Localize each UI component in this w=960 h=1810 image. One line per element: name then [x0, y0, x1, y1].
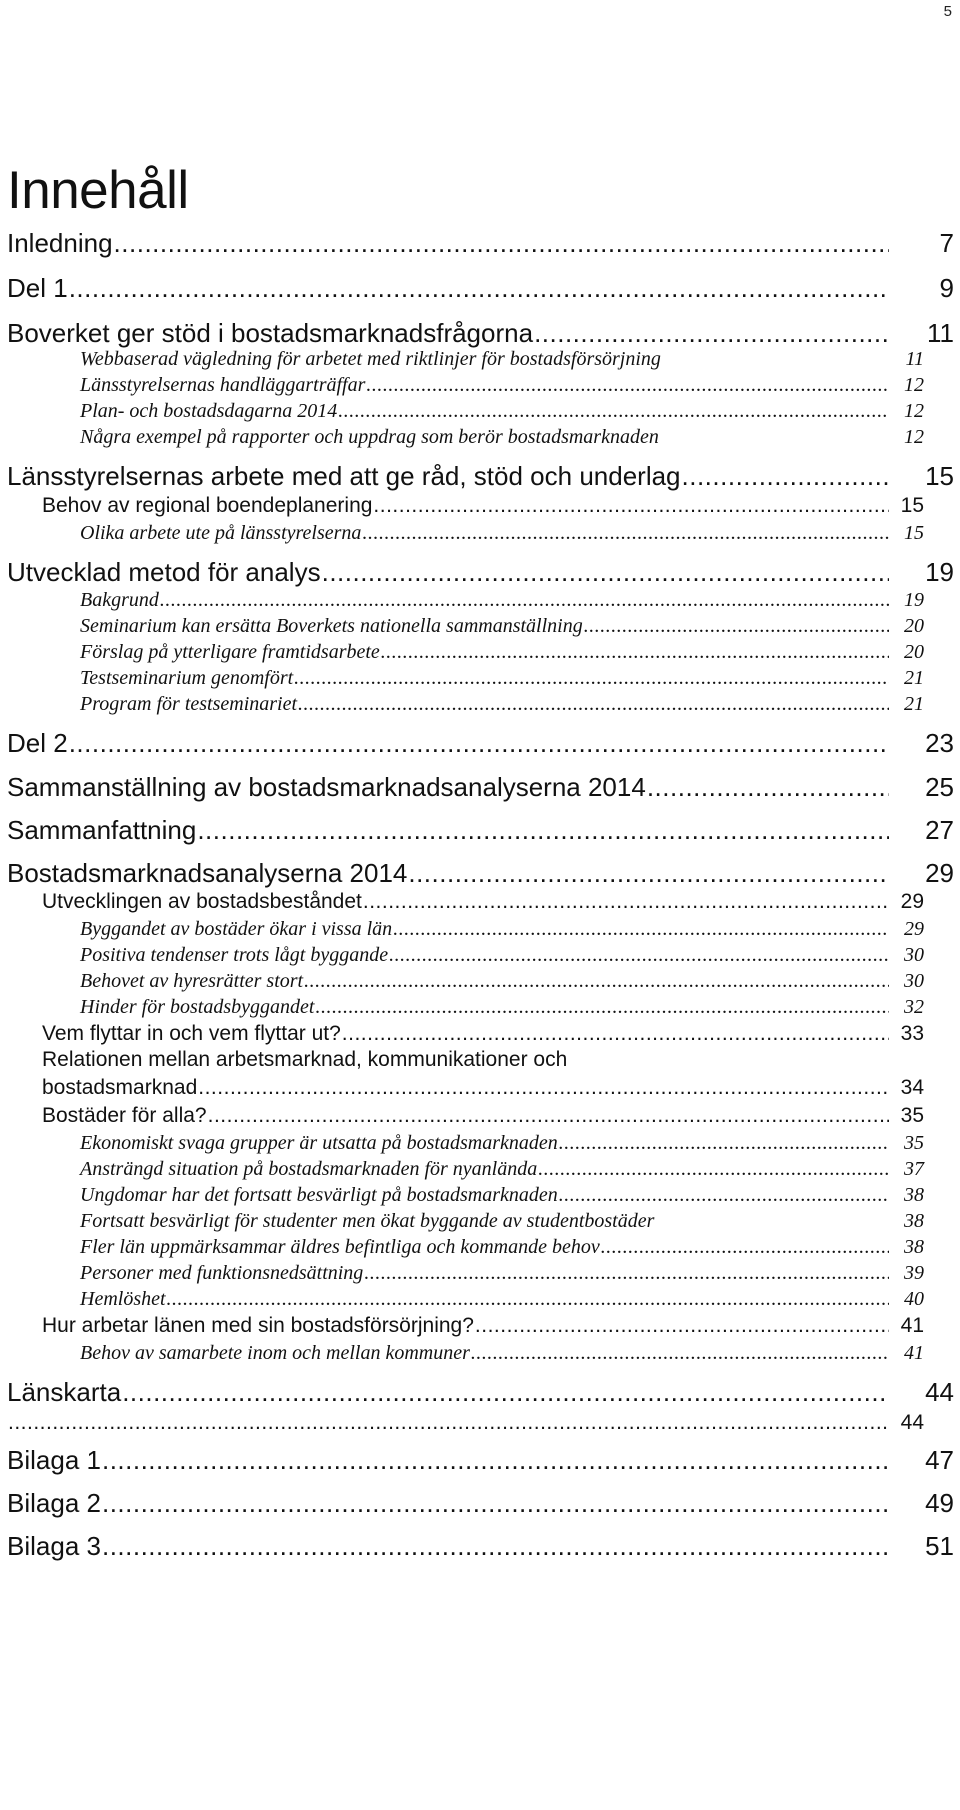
toc-entry[interactable]: Bilaga 1 ..... 47	[7, 1445, 890, 1476]
toc-entry[interactable]: Hinder för bostadsbyggandet ..... 32	[80, 996, 890, 1019]
toc-entry[interactable]: Personer med funktionsnedsättning ..... 39	[80, 1262, 890, 1285]
toc-entry[interactable]: Utvecklad metod för analys ..... 19	[7, 557, 890, 588]
toc-entry[interactable]: Plan- och bostadsdagarna 2014 ..... 12	[80, 400, 890, 423]
toc-entry-first-line[interactable]: Relationen mellan arbetsmarknad, kommunikationer och	[42, 1048, 568, 1071]
toc-entry[interactable]: Länsstyrelsernas arbete med att ge råd, stöd och underlag ..... 15	[7, 461, 890, 492]
toc-entry[interactable]: Hemlöshet ..... 40	[80, 1288, 890, 1311]
toc-entry[interactable]: Boverket ger stöd i bostadsmarknadsfrågorna ..... 11	[7, 318, 890, 349]
toc-entry[interactable]: Fortsatt besvärligt för studenter men ökat byggande av studentbostäder 38	[80, 1210, 924, 1232]
toc-entry[interactable]: Sammanställning av bostadsmarknadsanalyserna 2014 ..... 25	[7, 772, 890, 803]
toc-entry[interactable]: Behovet av hyresrätter stort ..... 30	[80, 970, 890, 993]
toc-entry[interactable]: Byggandet av bostäder ökar i vissa län ..... 29	[80, 918, 890, 941]
toc-entry[interactable]: Förslag på ytterligare framtidsarbete ..... 20	[80, 641, 890, 664]
toc-entry[interactable]: bostadsmarknad ..... 34	[42, 1076, 890, 1100]
toc-entry[interactable]: Bostäder för alla? ..... 35	[42, 1104, 890, 1128]
toc-entry[interactable]: Positiva tendenser trots lågt byggande ..... 30	[80, 944, 890, 967]
toc-entry[interactable]: Vem flyttar in och vem flyttar ut? ..... 33	[42, 1022, 890, 1046]
page-number: 5	[943, 3, 952, 20]
toc-entry[interactable]: Bilaga 3 ..... 51	[7, 1531, 890, 1562]
toc-entry[interactable]: Länskarta ..... 44	[7, 1377, 890, 1408]
toc-entry[interactable]: Sammanfattning ..... 27	[7, 815, 890, 846]
toc-entry[interactable]: Utvecklingen av bostadsbeståndet ..... 29	[42, 890, 890, 914]
toc-entry[interactable]: Webbaserad vägledning för arbetet med riktlinjer för bostadsförsörjning 11	[80, 348, 924, 370]
toc-entry[interactable]: Behov av regional boendeplanering ..... 15	[42, 494, 890, 518]
toc-entry[interactable]: Några exempel på rapporter och uppdrag som berör bostadsmarknaden 12	[80, 426, 924, 448]
toc-entry[interactable]: Olika arbete ute på länsstyrelserna ..... 15	[80, 522, 890, 545]
toc-entry[interactable]: Del 1 ..... 9	[7, 273, 890, 304]
toc-entry[interactable]: Hur arbetar länen med sin bostadsförsörjning? ..... 41	[42, 1314, 890, 1338]
toc-entry[interactable]: Länsstyrelsernas handläggarträffar ..... 12	[80, 374, 890, 397]
toc-entry[interactable]: Seminarium kan ersätta Boverkets nationella sammanställning ..... 20	[80, 615, 890, 638]
toc-entry[interactable]: Bostadsmarknadsanalyserna 2014 ..... 29	[7, 858, 890, 889]
toc-entry[interactable]: Bilaga 2 ..... 49	[7, 1488, 890, 1519]
toc-entry[interactable]: Ekonomiskt svaga grupper är utsatta på bostadsmarknaden ..... 35	[80, 1132, 890, 1155]
toc-title: Innehåll	[7, 161, 189, 220]
toc-entry[interactable]: Behov av samarbete inom och mellan kommuner ..... 41	[80, 1342, 890, 1365]
toc-entry[interactable]: Bakgrund ..... 19	[80, 589, 890, 612]
toc-entry[interactable]: Ungdomar har det fortsatt besvärligt på bostadsmarknaden ..... 38	[80, 1184, 890, 1207]
toc-entry[interactable]: Testseminarium genomfört ..... 21	[80, 667, 890, 690]
toc-entry[interactable]: Inledning ..... 7	[7, 228, 890, 259]
toc-entry[interactable]: Program för testseminariet ..... 21	[80, 693, 890, 716]
toc-entry[interactable]: Fler län uppmärksammar äldres befintliga och kommande behov ..... 38	[80, 1236, 890, 1259]
toc-entry[interactable]: ..... 44	[7, 1411, 890, 1435]
toc-entry[interactable]: Ansträngd situation på bostadsmarknaden för nyanlända ..... 37	[80, 1158, 890, 1181]
toc-entry[interactable]: Del 2 ..... 23	[7, 728, 890, 759]
